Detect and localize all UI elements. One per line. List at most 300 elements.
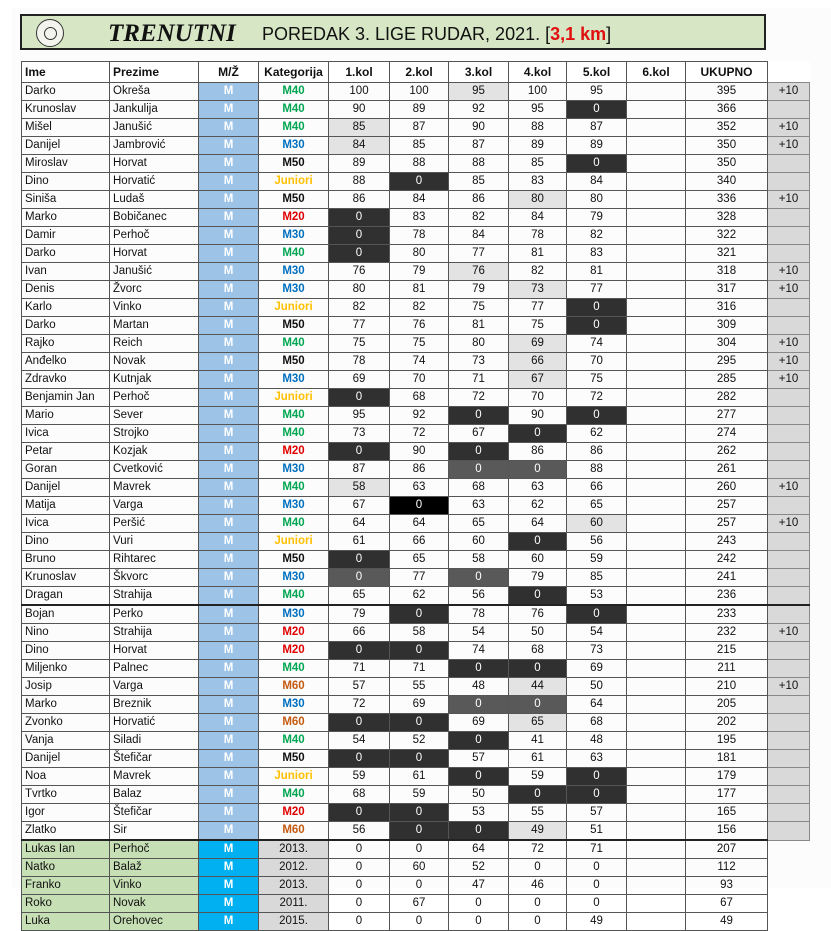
last-name: Perhoč	[110, 840, 199, 859]
first-name: Ivica	[22, 425, 110, 443]
round-score: 64	[390, 515, 449, 533]
gender-badge: M	[199, 768, 259, 786]
category-label: M40	[259, 479, 329, 497]
first-name: Zvonko	[22, 714, 110, 732]
category-label: M20	[259, 624, 329, 642]
round-score: 59	[390, 786, 449, 804]
round-score: 0	[449, 443, 509, 461]
round-score: 92	[449, 101, 509, 119]
table-row	[22, 642, 810, 660]
birth-year: 2013.	[259, 877, 329, 895]
round-score: 61	[390, 768, 449, 786]
last-name: Bobičanec	[110, 209, 199, 227]
table-row	[22, 389, 810, 407]
bonus-points: +10	[768, 137, 810, 155]
first-name: Darko	[22, 245, 110, 263]
round-score: 87	[329, 461, 390, 479]
bonus-points	[768, 605, 810, 624]
round-score: 61	[329, 533, 390, 551]
round-score: 95	[449, 83, 509, 101]
round-score: 90	[329, 101, 390, 119]
column-header: 5.kol	[567, 62, 627, 83]
last-name: Vinko	[110, 877, 199, 895]
bonus-points	[768, 407, 810, 425]
table-row	[22, 407, 810, 425]
round-score: 79	[390, 263, 449, 281]
round-score: 73	[567, 642, 627, 660]
gender-badge: M	[199, 425, 259, 443]
round-score: 70	[567, 353, 627, 371]
round-score: 67	[329, 497, 390, 515]
bonus-points: +10	[768, 624, 810, 642]
table-row-kids	[22, 859, 810, 877]
table-row	[22, 443, 810, 461]
last-name: Horvat	[110, 642, 199, 660]
last-name: Breznik	[110, 696, 199, 714]
round-score: 90	[390, 443, 449, 461]
bonus-points	[768, 786, 810, 804]
gender-badge: M	[199, 317, 259, 335]
last-name: Balaz	[110, 786, 199, 804]
round-score: 55	[509, 804, 567, 822]
last-name: Perko	[110, 605, 199, 624]
table-row	[22, 804, 810, 822]
table-row	[22, 515, 810, 533]
total-score: 165	[686, 804, 768, 822]
round-score: 69	[509, 335, 567, 353]
category-label: M50	[259, 750, 329, 768]
total-score: 112	[686, 859, 768, 877]
gender-badge: M	[199, 786, 259, 804]
table-row	[22, 822, 810, 841]
total-score: 309	[686, 317, 768, 335]
round-score: 85	[329, 119, 390, 137]
gender-badge: M	[199, 551, 259, 569]
round-score: 61	[509, 750, 567, 768]
first-name: Danijel	[22, 137, 110, 155]
bonus-points	[768, 642, 810, 660]
first-name: Natko	[22, 859, 110, 877]
round-score: 66	[567, 479, 627, 497]
round-score: 59	[329, 768, 390, 786]
gender-badge: M	[199, 209, 259, 227]
first-name: Franko	[22, 877, 110, 895]
last-name: Horvat	[110, 245, 199, 263]
round-score	[627, 83, 686, 101]
round-score: 44	[509, 678, 567, 696]
round-score	[627, 877, 686, 895]
round-score: 0	[509, 533, 567, 551]
category-label: M40	[259, 407, 329, 425]
birth-year: 2011.	[259, 895, 329, 913]
round-score	[627, 732, 686, 750]
bonus-points: +10	[768, 353, 810, 371]
round-score: 95	[509, 101, 567, 119]
round-score: 0	[449, 569, 509, 587]
round-score: 79	[509, 569, 567, 587]
table-row	[22, 191, 810, 209]
round-score: 0	[449, 913, 509, 931]
gender-badge: M	[199, 407, 259, 425]
bonus-points	[768, 714, 810, 732]
first-name: Benjamin Jan	[22, 389, 110, 407]
bonus-empty	[768, 840, 810, 859]
category-label: M40	[259, 335, 329, 353]
round-score: 76	[449, 263, 509, 281]
round-score: 72	[390, 425, 449, 443]
round-score: 53	[449, 804, 509, 822]
round-score	[627, 497, 686, 515]
round-score: 66	[509, 353, 567, 371]
last-name: Peršić	[110, 515, 199, 533]
round-score: 81	[509, 245, 567, 263]
round-score: 63	[509, 479, 567, 497]
round-score: 0	[449, 407, 509, 425]
round-score	[627, 281, 686, 299]
column-header: Ime	[22, 62, 110, 83]
bonus-points	[768, 533, 810, 551]
first-name: Ivan	[22, 263, 110, 281]
first-name: Marko	[22, 209, 110, 227]
last-name: Balaž	[110, 859, 199, 877]
round-score: 77	[390, 569, 449, 587]
round-score: 0	[329, 569, 390, 587]
round-score: 72	[567, 389, 627, 407]
round-score: 69	[390, 696, 449, 714]
round-score: 53	[567, 587, 627, 606]
table-row	[22, 551, 810, 569]
first-name: Mišel	[22, 119, 110, 137]
total-score: 67	[686, 895, 768, 913]
round-score: 95	[329, 407, 390, 425]
round-score: 0	[390, 822, 449, 841]
round-score: 78	[449, 605, 509, 624]
total-score: 350	[686, 155, 768, 173]
first-name: Miljenko	[22, 660, 110, 678]
first-name: Darko	[22, 83, 110, 101]
first-name: Bojan	[22, 605, 110, 624]
category-label: M50	[259, 317, 329, 335]
round-score: 48	[449, 678, 509, 696]
round-score: 65	[329, 587, 390, 606]
total-score: 205	[686, 696, 768, 714]
gender-badge: M	[199, 353, 259, 371]
gender-badge: M	[199, 587, 259, 606]
round-score: 70	[390, 371, 449, 389]
table-row	[22, 299, 810, 317]
first-name: Zlatko	[22, 822, 110, 841]
total-score: 93	[686, 877, 768, 895]
round-score	[627, 624, 686, 642]
round-score: 48	[567, 732, 627, 750]
round-score	[627, 317, 686, 335]
round-score: 67	[449, 425, 509, 443]
round-score: 68	[567, 714, 627, 732]
round-score: 0	[329, 389, 390, 407]
round-score: 0	[509, 587, 567, 606]
gender-badge: M	[199, 605, 259, 624]
last-name: Sir	[110, 822, 199, 841]
title-banner	[20, 14, 766, 50]
round-score	[627, 155, 686, 173]
round-score: 68	[449, 479, 509, 497]
round-score	[627, 353, 686, 371]
round-score: 60	[567, 515, 627, 533]
last-name: Varga	[110, 497, 199, 515]
round-score: 87	[449, 137, 509, 155]
gender-badge: M	[199, 191, 259, 209]
total-score: 322	[686, 227, 768, 245]
round-score: 82	[390, 299, 449, 317]
round-score: 0	[329, 227, 390, 245]
round-score	[627, 245, 686, 263]
round-score: 68	[509, 642, 567, 660]
round-score: 62	[390, 587, 449, 606]
last-name: Perhoč	[110, 227, 199, 245]
first-name: Noa	[22, 768, 110, 786]
table-row	[22, 786, 810, 804]
table-row	[22, 624, 810, 642]
table-row	[22, 317, 810, 335]
table-row	[22, 371, 810, 389]
bonus-points	[768, 227, 810, 245]
category-label: M50	[259, 551, 329, 569]
gender-badge: M	[199, 335, 259, 353]
round-score: 86	[329, 191, 390, 209]
round-score: 0	[390, 913, 449, 931]
round-score: 68	[390, 389, 449, 407]
round-score: 76	[390, 317, 449, 335]
first-name: Dino	[22, 533, 110, 551]
table-header	[22, 62, 810, 83]
round-score: 74	[390, 353, 449, 371]
round-score: 56	[567, 533, 627, 551]
round-score: 49	[509, 822, 567, 841]
category-label: M60	[259, 678, 329, 696]
last-name: Strojko	[110, 425, 199, 443]
bonus-points	[768, 768, 810, 786]
round-score: 83	[567, 245, 627, 263]
table-row	[22, 263, 810, 281]
last-name: Vuri	[110, 533, 199, 551]
round-score: 69	[567, 660, 627, 678]
first-name: Denis	[22, 281, 110, 299]
total-score: 236	[686, 587, 768, 606]
page-subtitle: POREDAK 3. LIGE RUDAR, 2021. [3,1 km]	[262, 24, 612, 44]
total-score: 242	[686, 551, 768, 569]
table-row	[22, 497, 810, 515]
bonus-points	[768, 245, 810, 263]
first-name: Dino	[22, 642, 110, 660]
first-name: Lukas Ian	[22, 840, 110, 859]
category-label: M30	[259, 227, 329, 245]
table-row	[22, 696, 810, 714]
first-name: Mario	[22, 407, 110, 425]
total-score: 195	[686, 732, 768, 750]
gender-badge: M	[199, 83, 259, 101]
bonus-points	[768, 155, 810, 173]
total-score: 316	[686, 299, 768, 317]
table-row	[22, 101, 810, 119]
round-score: 47	[449, 877, 509, 895]
round-score: 0	[509, 913, 567, 931]
category-label: M30	[259, 569, 329, 587]
total-score: 232	[686, 624, 768, 642]
round-score: 82	[567, 227, 627, 245]
round-score: 0	[329, 642, 390, 660]
round-score: 82	[509, 263, 567, 281]
category-label: Juniori	[259, 533, 329, 551]
round-score: 0	[329, 877, 390, 895]
round-score	[627, 714, 686, 732]
round-score: 75	[329, 335, 390, 353]
first-name: Dino	[22, 173, 110, 191]
last-name: Perhoč	[110, 389, 199, 407]
total-score: 49	[686, 913, 768, 931]
first-name: Danijel	[22, 479, 110, 497]
table-row	[22, 750, 810, 768]
first-name: Miroslav	[22, 155, 110, 173]
round-score: 60	[509, 551, 567, 569]
round-score: 68	[329, 786, 390, 804]
round-score: 57	[449, 750, 509, 768]
bonus-points	[768, 660, 810, 678]
round-score: 80	[390, 245, 449, 263]
round-score: 90	[449, 119, 509, 137]
table-row	[22, 137, 810, 155]
total-score: 211	[686, 660, 768, 678]
gender-badge: M	[199, 533, 259, 551]
total-score: 179	[686, 768, 768, 786]
first-name: Bruno	[22, 551, 110, 569]
category-label: M40	[259, 660, 329, 678]
round-score: 0	[449, 822, 509, 841]
round-score: 0	[329, 840, 390, 859]
gender-badge: M	[199, 642, 259, 660]
bonus-points: +10	[768, 678, 810, 696]
round-score: 56	[449, 587, 509, 606]
round-score: 84	[390, 191, 449, 209]
round-score	[627, 515, 686, 533]
last-name: Reich	[110, 335, 199, 353]
round-score	[627, 551, 686, 569]
round-score	[627, 840, 686, 859]
table-row	[22, 533, 810, 551]
gender-badge: M	[199, 624, 259, 642]
round-score: 89	[329, 155, 390, 173]
round-score: 63	[449, 497, 509, 515]
last-name: Jankulija	[110, 101, 199, 119]
round-score: 75	[390, 335, 449, 353]
round-score: 0	[449, 895, 509, 913]
round-score	[627, 768, 686, 786]
round-score	[627, 660, 686, 678]
round-score: 62	[509, 497, 567, 515]
round-score: 83	[390, 209, 449, 227]
round-score: 64	[329, 515, 390, 533]
column-header: 2.kol	[390, 62, 449, 83]
table-body	[22, 83, 810, 931]
round-score: 57	[567, 804, 627, 822]
round-score: 82	[449, 209, 509, 227]
birth-year: 2013.	[259, 840, 329, 859]
round-score: 79	[449, 281, 509, 299]
round-score	[627, 533, 686, 551]
round-score	[627, 227, 686, 245]
last-name: Ludaš	[110, 191, 199, 209]
round-score: 58	[449, 551, 509, 569]
round-score: 74	[567, 335, 627, 353]
round-score: 80	[449, 335, 509, 353]
gender-badge: M	[199, 155, 259, 173]
round-score: 0	[567, 299, 627, 317]
round-score: 77	[449, 245, 509, 263]
round-score: 0	[329, 245, 390, 263]
round-score: 73	[509, 281, 567, 299]
last-name: Martan	[110, 317, 199, 335]
round-score	[627, 913, 686, 931]
table-row	[22, 353, 810, 371]
category-label: M50	[259, 155, 329, 173]
last-name: Horvatić	[110, 714, 199, 732]
total-score: 260	[686, 479, 768, 497]
round-score: 85	[449, 173, 509, 191]
round-score	[627, 569, 686, 587]
bonus-points	[768, 389, 810, 407]
round-score: 0	[509, 895, 567, 913]
round-score	[627, 389, 686, 407]
round-score: 64	[449, 840, 509, 859]
first-name: Anđelko	[22, 353, 110, 371]
round-score	[627, 678, 686, 696]
category-label: M30	[259, 605, 329, 624]
round-score	[627, 750, 686, 768]
round-score: 79	[329, 605, 390, 624]
first-name: Roko	[22, 895, 110, 913]
last-name: Štefičar	[110, 750, 199, 768]
column-header-empty	[768, 62, 810, 83]
round-score: 87	[567, 119, 627, 137]
round-score: 0	[449, 461, 509, 479]
gender-badge: M	[199, 281, 259, 299]
round-score	[627, 461, 686, 479]
round-score: 59	[567, 551, 627, 569]
round-score	[627, 786, 686, 804]
round-score: 86	[509, 443, 567, 461]
round-score: 0	[509, 425, 567, 443]
first-name: Krunoslav	[22, 101, 110, 119]
round-score: 78	[390, 227, 449, 245]
gender-badge: M	[199, 299, 259, 317]
first-name: Marko	[22, 696, 110, 714]
gender-badge: M	[199, 389, 259, 407]
total-score: 295	[686, 353, 768, 371]
total-score: 336	[686, 191, 768, 209]
round-score: 84	[449, 227, 509, 245]
round-score: 80	[509, 191, 567, 209]
round-score	[627, 209, 686, 227]
bonus-points	[768, 317, 810, 335]
gender-badge: M	[199, 119, 259, 137]
first-name: Matija	[22, 497, 110, 515]
last-name: Mavrek	[110, 479, 199, 497]
first-name: Krunoslav	[22, 569, 110, 587]
total-score: 350	[686, 137, 768, 155]
round-score: 50	[449, 786, 509, 804]
round-score: 71	[449, 371, 509, 389]
gender-badge: M	[199, 840, 259, 859]
round-score: 82	[329, 299, 390, 317]
